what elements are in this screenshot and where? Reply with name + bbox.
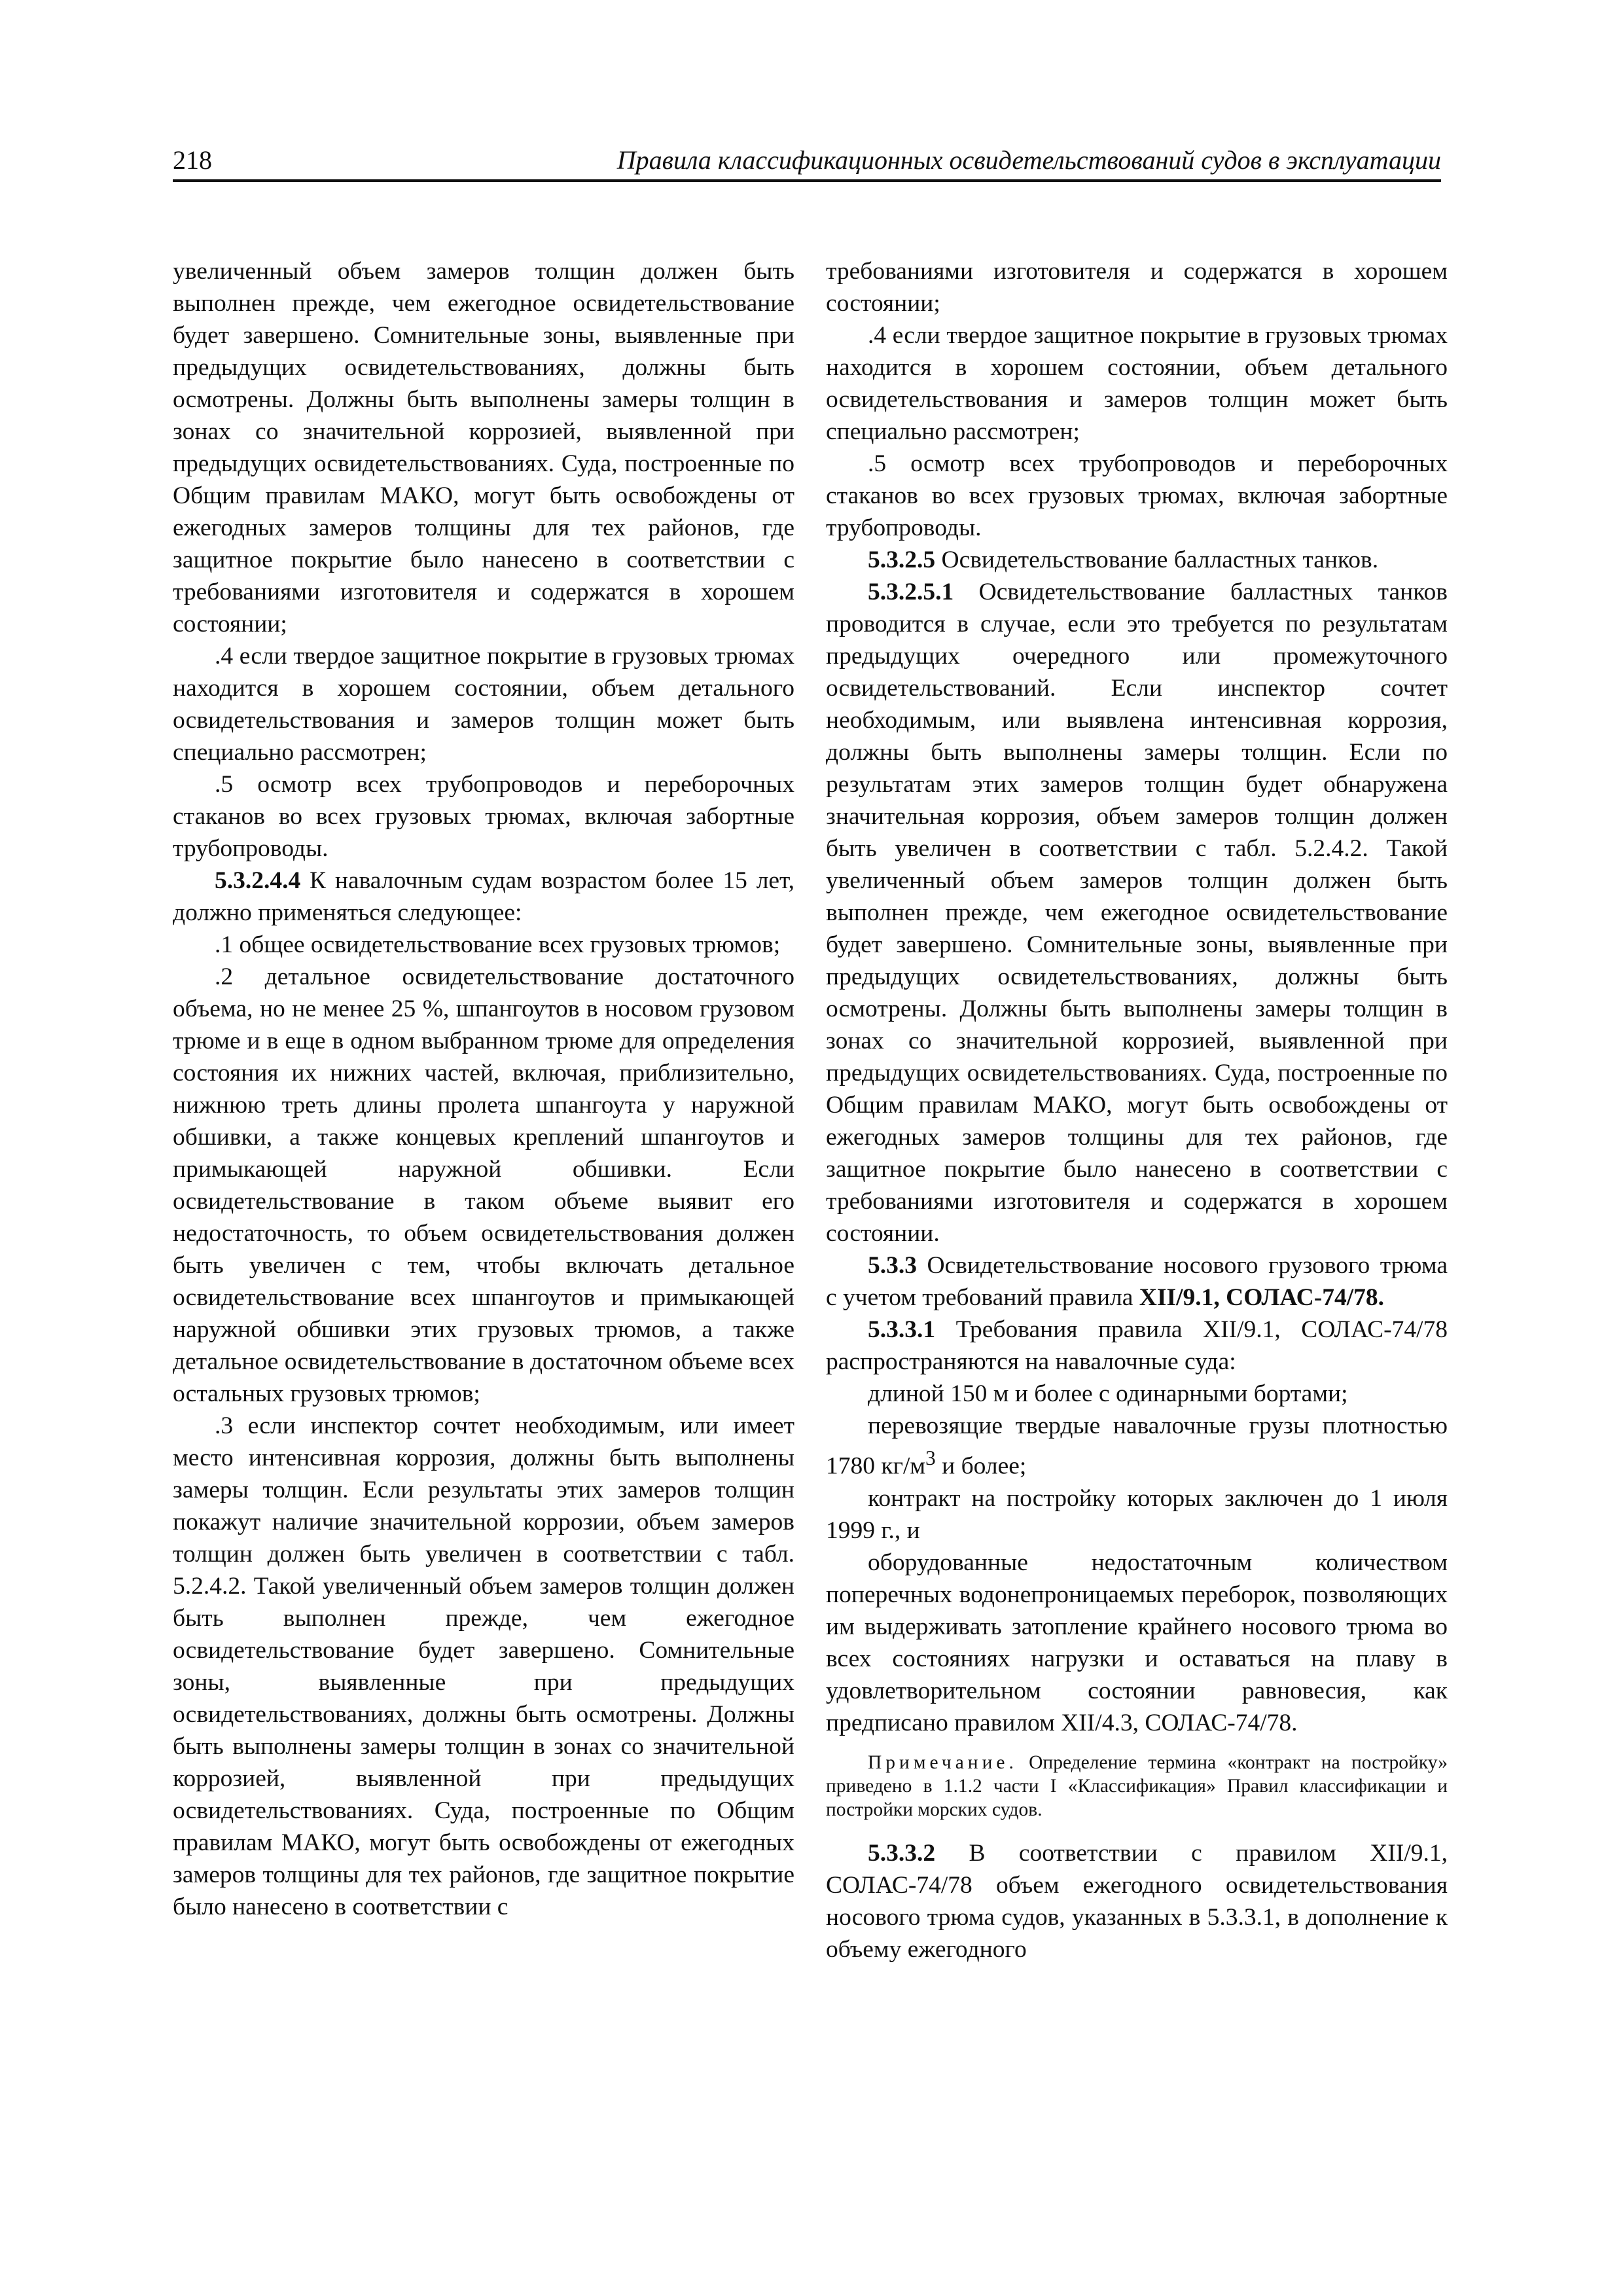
paragraph	[173, 1410, 794, 1923]
paragraph	[826, 544, 1448, 576]
item-number: .5	[215, 771, 234, 798]
item-number: .5	[868, 450, 887, 477]
paragraph	[826, 576, 1448, 1249]
section-number: 5.3.2.5.1	[868, 579, 954, 605]
item-number: .1	[215, 931, 234, 958]
paragraph-text: если твердое защитное покрытие в грузовых трюмах находится в хорошем состоянии, объем детального освидетельствования и замеров толщин может быть специально рассмотрен;	[826, 322, 1448, 445]
paragraph	[173, 640, 794, 768]
section-heading	[826, 1249, 1448, 1314]
paragraph-text: В соответствии с правилом XII/9.1, СОЛАС-74/78 объем ежегодного освидетельствования носового трюма судов, указанных в 5.3.3.1, в дополнение к объему ежегодного	[826, 1839, 1448, 1963]
paragraph-text: Освидетельствование балластных танков проводится в случае, если это требуется по результатам предыдущих очередного или промежуточного освидетельствований. Если инспектор сочтет необходимым, или выявлена интенсивная коррозия, должны быть выполнены замеры толщин. Если по результатам этих замеров толщин будет обнаружена значительная коррозия, объем замеров толщин должен быть увеличен в соответствии с табл. 5.2.4.2. Такой увеличенный объем замеров толщин должен быть выполнен прежде, чем ежегодное освидетельствование будет завершено. Сомнительные зоны, выявленные при предыдущих освидетельствованиях, должны быть осмотрены. Должны быть выполнены замеры толщин в зонах со значительной коррозией, выявленной при предыдущих освидетельствованиях. Суда, построенные по Общим правилам МАКО, могут быть освобождены от ежегодных замеров толщины для тех районов, где защитное покрытие было нанесено в соответствии с требованиями изготовителя и содержатся в хорошем состоянии.	[826, 579, 1448, 1247]
paragraph-text: осмотр всех трубопроводов и переборочных стаканов во всех грузовых трюмах, включая забортные трубопроводы.	[173, 771, 794, 862]
paragraph	[173, 961, 794, 1410]
rule-reference: XII/9.1, СОЛАС-74/78.	[1139, 1284, 1385, 1311]
paragraph-text: Требования правила XII/9.1, СОЛАС-74/78 распространяются на навалочные суда:	[826, 1316, 1448, 1375]
paragraph-text: если твердое защитное покрытие в грузовых трюмах находится в хорошем состоянии, объем детального освидетельствования и замеров толщин может быть специально рассмотрен;	[173, 643, 794, 766]
paragraph-text: и более;	[935, 1452, 1027, 1480]
list-item	[826, 1410, 1448, 1482]
superscript: 3	[925, 1446, 936, 1469]
item-number: .3	[215, 1412, 234, 1439]
note	[826, 1751, 1448, 1821]
note-text: Определение термина «контракт на постройку» приведено в 1.1.2 части I «Классификация» Правил классификации и постройки морских судов.	[826, 1751, 1448, 1820]
page-header	[173, 143, 1441, 182]
section-number: 5.3.3.1	[868, 1316, 936, 1343]
paragraph-text: К навалочным судам возрастом более 15 лет, должно применяться следующее:	[173, 867, 794, 926]
paragraph-text: осмотр всех трубопроводов и переборочных стаканов во всех грузовых трюмах, включая забортные трубопроводы.	[826, 450, 1448, 541]
paragraph	[826, 448, 1448, 544]
page-number: 218	[173, 145, 212, 175]
list-item: длиной 150 м и более с одинарными бортами;	[868, 1380, 1348, 1407]
section-number: 5.3.3.2	[868, 1839, 936, 1867]
section-number: 5.3.2.4.4	[215, 867, 301, 894]
item-number: .4	[868, 322, 887, 349]
paragraph-text: детальное освидетельствование достаточного объема, но не менее 25 %, шпангоутов в носовом грузовом трюме и в еще в одном выбранном трюме для определения состояния их нижних частей, включая, приблизительно, нижнюю треть длины пролета шпангоута у наружной обшивки, а также концевых креплений шпангоутов и примыкающей наружной обшивки. Если освидетельствование в таком объеме выявит его недостаточность, то объем освидетельствования должен быть увеличен с тем, чтобы включать детальное освидетельствование всех шпангоутов и примыкающей наружной обшивки этих грузовых трюмов, а также детальное освидетельствование в достаточном объеме всех остальных грузовых трюмов;	[173, 963, 794, 1407]
paragraph-text: если инспектор сочтет необходимым, или имеет место интенсивная коррозия, должны быть выполнены замеры толщин. Если результаты этих замеров толщин покажут наличие значительной коррозии, объем замеров толщин должен быть увеличен в соответствии с табл. 5.2.4.2. Такой увеличенный объем замеров толщин должен быть выполнен прежде, чем ежегодное освидетельствование будет завершено. Сомнительные зоны, выявленные при предыдущих освидетельствованиях, должны быть осмотрены. Должны быть выполнены замеры толщин в зонах со значительной коррозией, выявленной при предыдущих освидетельствованиях. Суда, построенные по Общим правилам МАКО, могут быть освобождены от ежегодных замеров толщины для тех районов, где защитное покрытие было нанесено в соответствии с	[173, 1412, 794, 1920]
paragraph	[173, 865, 794, 929]
paragraph	[173, 768, 794, 865]
item-number: .4	[215, 643, 234, 670]
paragraph: увеличенный объем замеров толщин должен быть выполнен прежде, чем ежегодное освидетельствование будет завершено. Сомнительные зоны, выявленные при предыдущих освидетельствованиях, должны быть осмотрены. Должны быть выполнены замеры толщин в зонах со значительной коррозией, выявленной при предыдущих освидетельствованиях. Суда, построенные по Общим правилам МАКО, могут быть освобождены от ежегодных замеров толщины для тех районов, где защитное покрытие было нанесено в соответствии с требованиями изготовителя и содержатся в хорошем состоянии;	[173, 258, 794, 637]
section-number: 5.3.3	[868, 1252, 917, 1279]
paragraph-text: Освидетельствование носового грузового трюма с учетом требований правила	[826, 1252, 1448, 1311]
running-title: Правила классификационных освидетельствований судов в эксплуатации	[616, 145, 1441, 175]
section-number: 5.3.2.5	[868, 547, 936, 573]
paragraph: требованиями изготовителя и содержатся в хорошем состоянии;	[826, 258, 1448, 317]
left-column	[173, 255, 794, 1923]
item-number: .2	[215, 963, 234, 990]
paragraph-text: общее освидетельствование всех грузовых трюмов;	[233, 931, 781, 958]
paragraph	[826, 1314, 1448, 1378]
paragraph	[173, 929, 794, 961]
list-item: контракт на постройку которых заключен до 1 июля 1999 г., и	[826, 1484, 1448, 1544]
list-item: оборудованные недостаточным количеством поперечных водонепроницаемых переборок, позволяющих им выдерживать затопление крайнего носового трюма во всех состояниях нагрузки и оставаться на плаву в удовлетворительном состоянии равновесия, как предписано правилом XII/4.3, СОЛАС-74/78.	[826, 1549, 1448, 1736]
paragraph	[826, 319, 1448, 448]
note-label: Примечание.	[868, 1751, 1018, 1773]
paragraph	[826, 1837, 1448, 1965]
paragraph-text: Освидетельствование балластных танков.	[935, 547, 1379, 573]
right-column	[826, 255, 1448, 1965]
paragraph-text: перевозящие твердые навалочные грузы плотностью 1780 кг/м	[826, 1412, 1448, 1480]
